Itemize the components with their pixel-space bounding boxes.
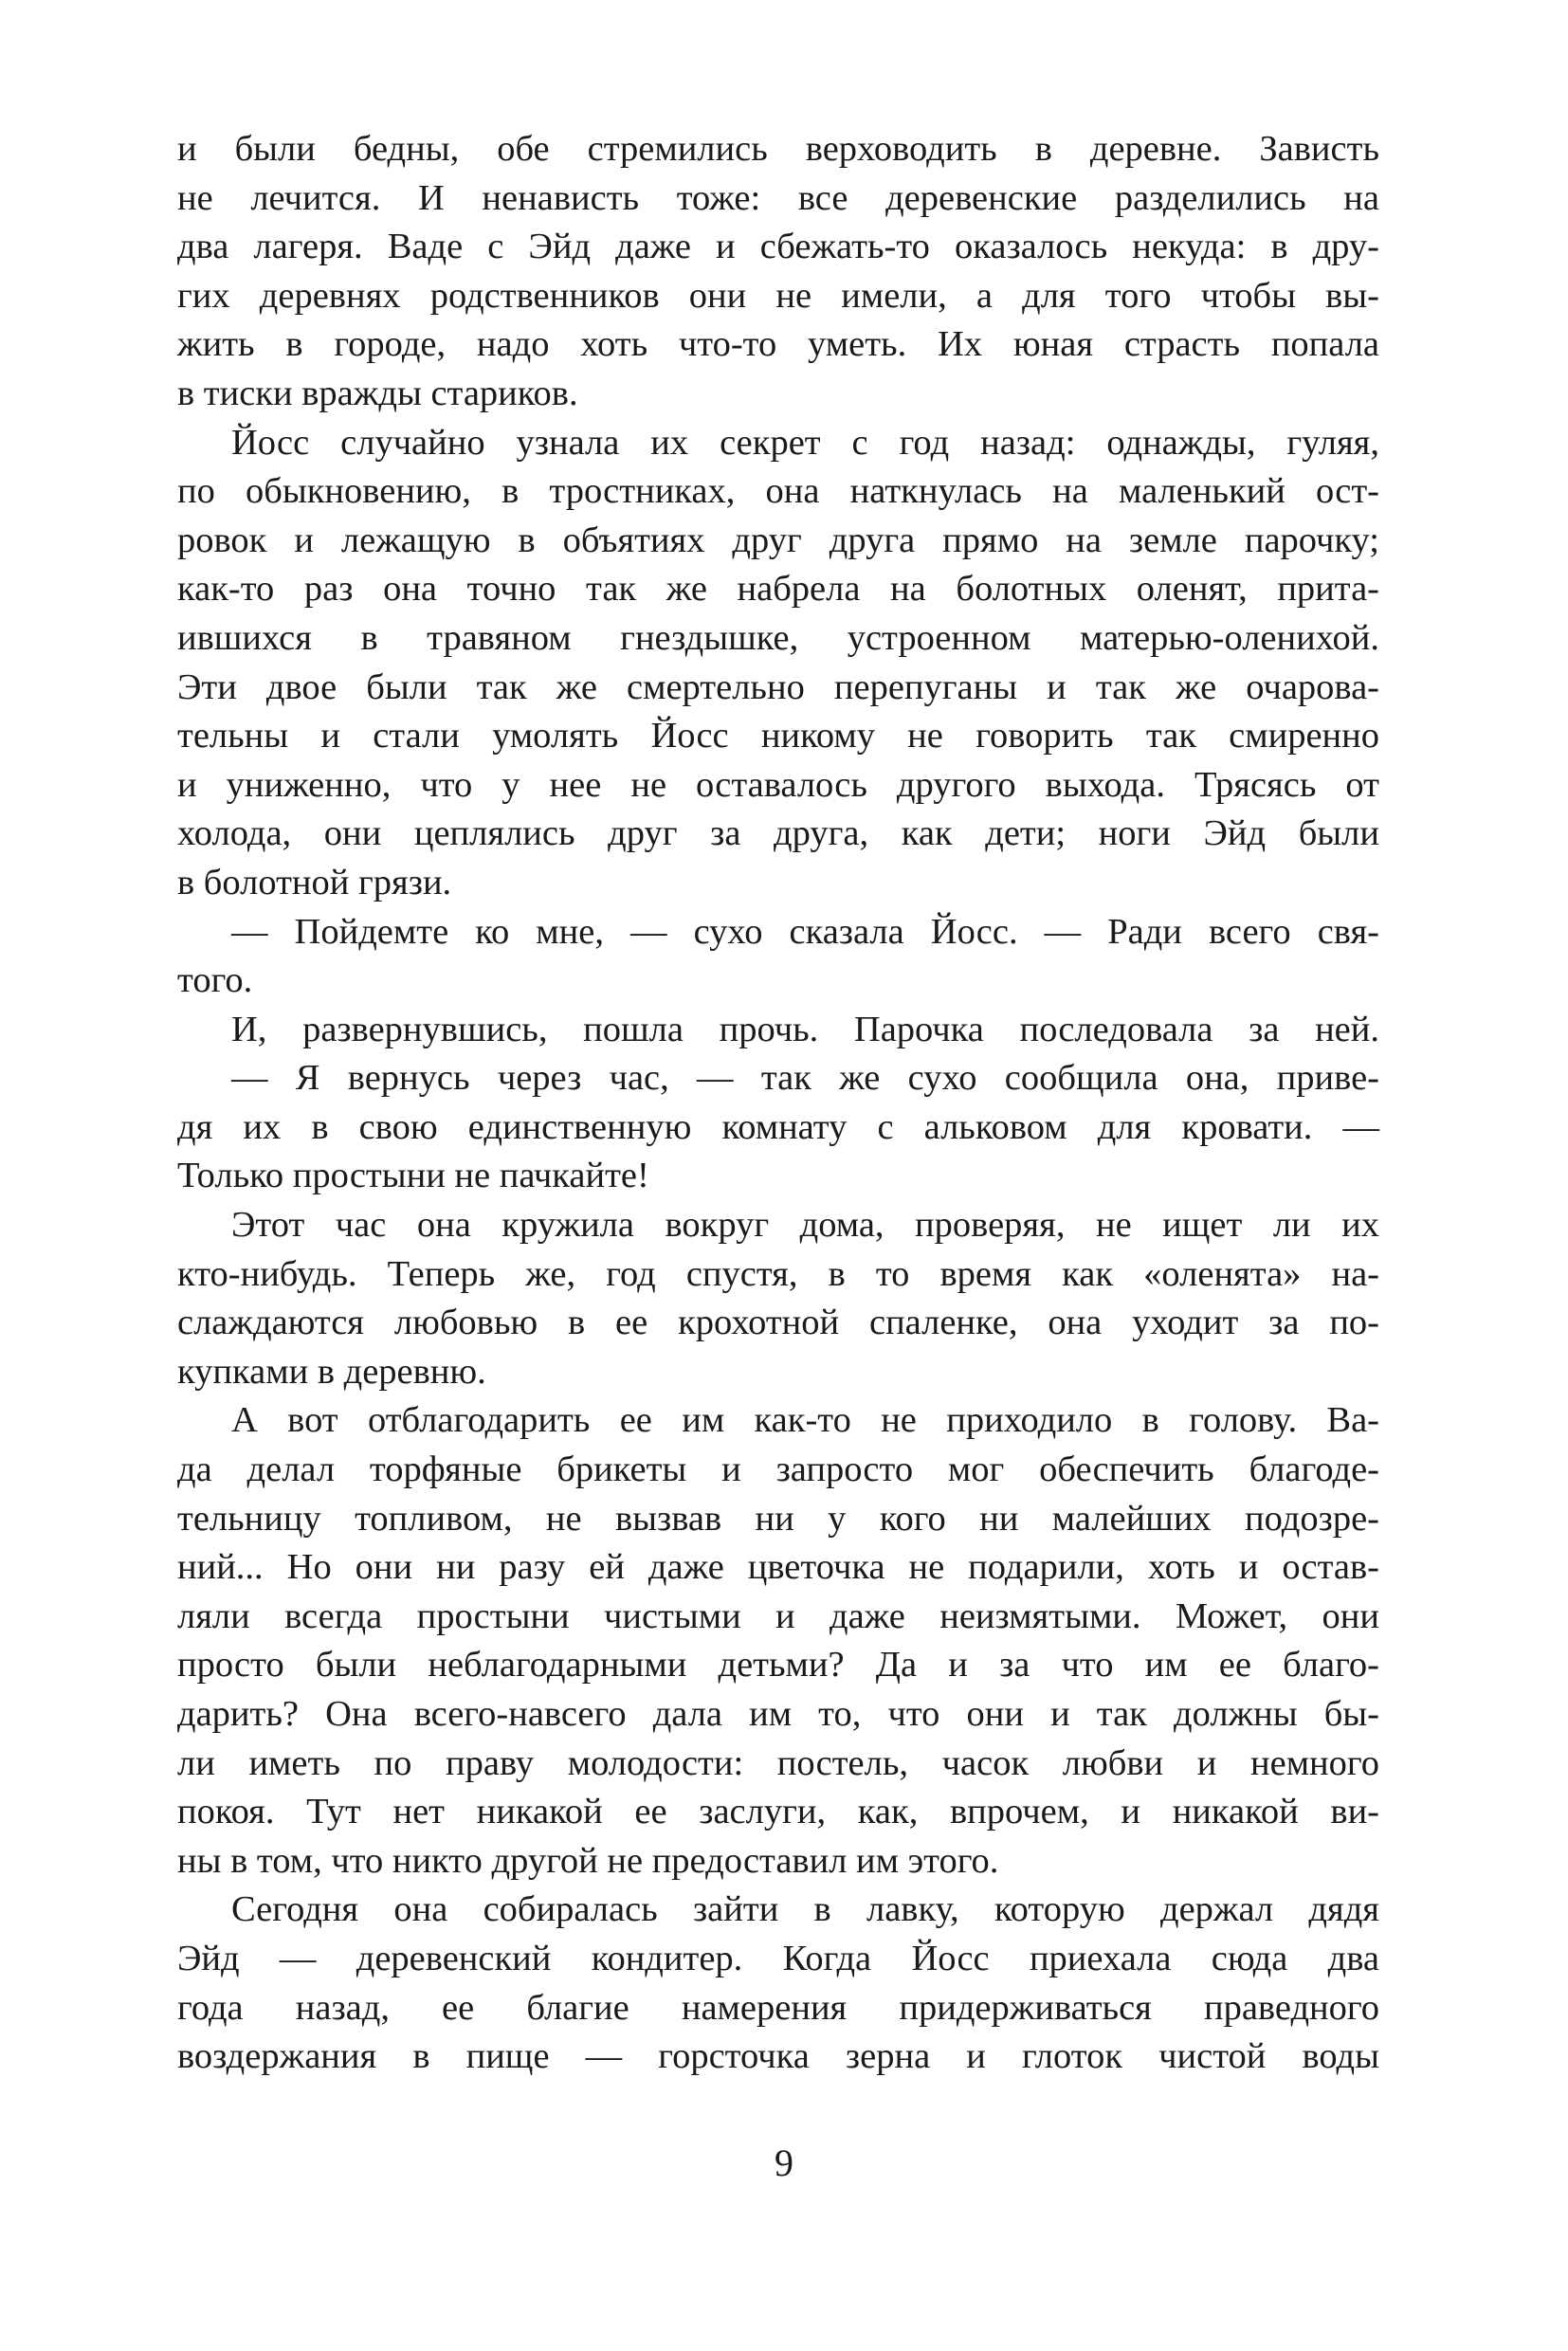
text-line: холода, они цеплялись друг за друга, как дети; ноги Эйд были bbox=[177, 813, 1379, 854]
text-line: не лечится. И ненависть тоже: все деревенские разделились на bbox=[177, 177, 1379, 218]
text-line: А вот отблагодарить ее им как-то не приходило в голову. Ва- bbox=[231, 1400, 1379, 1441]
text-line: ившихся в травяном гнездышке, устроенном матерью-оленихой. bbox=[177, 617, 1379, 658]
text-line: слаждаются любовью в ее крохотной спаленке, она уходит за по- bbox=[177, 1303, 1379, 1343]
text-line: и униженно, что у нее не оставалось другого выхода. Трясясь от bbox=[177, 764, 1379, 805]
text-line: и были бедны, обе стремились верховодить в деревне. Зависть bbox=[177, 129, 1379, 169]
text-line: Йосс случайно узнала их секрет с год назад: однажды, гуляя, bbox=[231, 422, 1379, 463]
text-line: ны в том, что никто другой не предоставил им этого. bbox=[177, 1840, 999, 1881]
text-line: покоя. Тут нет никакой ее заслуги, как, впрочем, и никакой ви- bbox=[177, 1792, 1379, 1832]
text-line: просто были неблагодарными детьми? Да и за что им ее благо- bbox=[177, 1645, 1379, 1686]
text-line: ровок и лежащую в объятиях друг друга прямо на земле парочку; bbox=[177, 519, 1379, 560]
text-line: ли иметь по праву молодости: постель, часок любви и немного bbox=[177, 1742, 1379, 1783]
text-line: да делал торфяные брикеты и запросто мог обеспечить благоде- bbox=[177, 1449, 1379, 1490]
text-line: в тиски вражды стариков. bbox=[177, 373, 578, 413]
text-line: как-то раз она точно так же набрела на болотных оленят, прита- bbox=[177, 569, 1379, 610]
text-line: дарить? Она всего-навсего дала им то, что они и так должны бы- bbox=[177, 1694, 1379, 1734]
text-line: гих деревнях родственников они не имели, а для того чтобы вы- bbox=[177, 275, 1379, 316]
text-line: И, развернувшись, пошла прочь. Парочка последовала за ней. bbox=[231, 1009, 1379, 1049]
text-line: воздержания в пище — горсточка зерна и глоток чистой воды bbox=[177, 2036, 1379, 2077]
body-text bbox=[177, 125, 1379, 2082]
text-line: тельны и стали умолять Йосс никому не говорить так смиренно bbox=[177, 716, 1379, 756]
page-number: 9 bbox=[775, 2141, 793, 2184]
text-line: два лагеря. Ваде с Эйд даже и сбежать-то оказалось некуда: в дру- bbox=[177, 227, 1379, 267]
text-line: Эйд — деревенский кондитер. Когда Йосс приехала сюда два bbox=[177, 1938, 1379, 1978]
text-line: в болотной грязи. bbox=[177, 862, 452, 902]
text-line: Эти двое были так же смертельно перепуганы и так же очарова- bbox=[177, 666, 1379, 707]
text-line: года назад, ее благие намерения придерживаться праведного bbox=[177, 1987, 1379, 2028]
text-line: жить в городе, надо хоть что-то уметь. Их юная страсть попала bbox=[177, 324, 1379, 365]
text-line: ний... Но они ни разу ей даже цветочка не подарили, хоть и остав- bbox=[177, 1547, 1379, 1588]
text-line: Сегодня она собиралась зайти в лавку, которую держал дядя bbox=[231, 1889, 1379, 1930]
text-line: дя их в свою единственную комнату с альковом для кровати. — bbox=[177, 1106, 1379, 1147]
text-line: — Я вернусь через час, — так же сухо сообщила она, приве- bbox=[231, 1058, 1379, 1099]
text-line: того. bbox=[177, 960, 253, 1001]
text-line: по обыкновению, в тростниках, она наткнулась на маленький ост- bbox=[177, 471, 1379, 512]
text-line: Только простыни не пачкайте! bbox=[177, 1156, 649, 1196]
text-line: купками в деревню. bbox=[177, 1351, 486, 1392]
text-line: ляли всегда простыни чистыми и даже неизмятыми. Может, они bbox=[177, 1595, 1379, 1636]
text-line: кто-нибудь. Теперь же, год спустя, в то время как «оленята» на- bbox=[177, 1253, 1379, 1294]
text-line: тельницу топливом, не вызвав ни у кого ни малейших подозре- bbox=[177, 1498, 1379, 1539]
text-line: Этот час она кружила вокруг дома, проверяя, не ищет ли их bbox=[231, 1205, 1379, 1246]
text-line: — Пойдемте ко мне, — сухо сказала Йосс. — Ради всего свя- bbox=[231, 911, 1379, 952]
